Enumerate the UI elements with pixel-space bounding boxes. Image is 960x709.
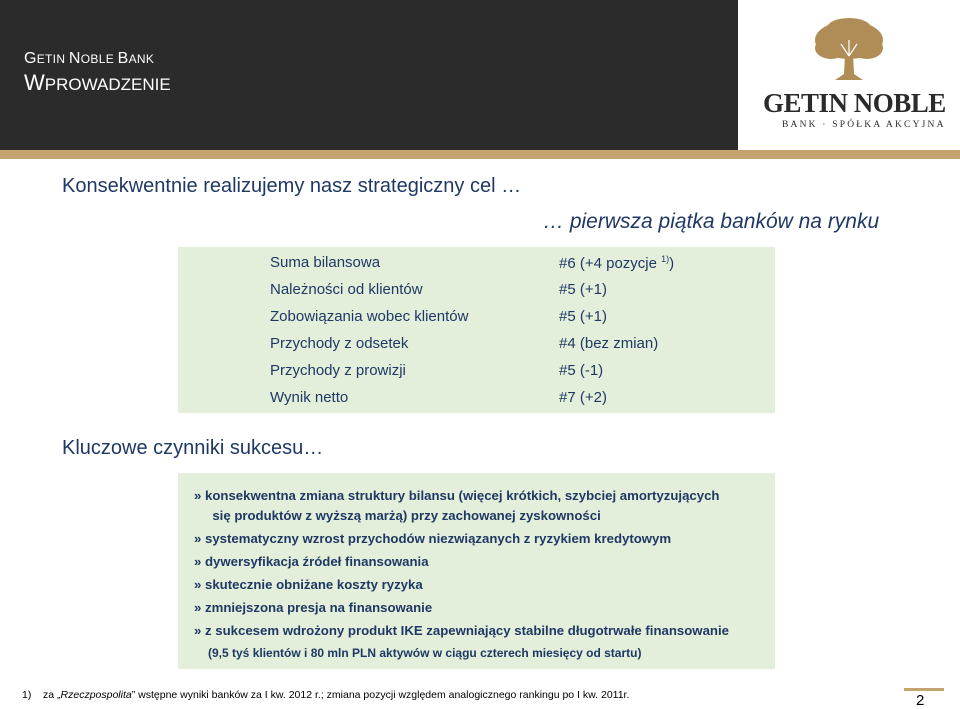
goal-subheading: … pierwsza piątka banków na rynku [543, 210, 880, 233]
footnote [22, 689, 629, 701]
header-divider [0, 150, 960, 159]
brand-name: GETIN NOBLE BANK [24, 50, 155, 67]
ranking-row [270, 308, 750, 328]
ranking-row [270, 389, 750, 409]
page-number-bar [904, 688, 944, 691]
footnote-source: Rzeczpospolita [60, 689, 132, 701]
footnote-text: ” wstępne wyniki banków za I kw. 2012 r.; zmiana pozycji względem analogicznego rankingu po I kw. 2011r. [131, 689, 630, 701]
success-factors-list [178, 473, 775, 669]
logo-tagline: BANK · SPÓŁKA AKCYJNA [782, 120, 946, 130]
ranking-value: #4 (bez zmian) [559, 335, 659, 352]
ranking-label: Przychody z prowizji [270, 362, 406, 379]
ranking-value: #5 (-1) [559, 362, 604, 379]
ranking-row [270, 281, 750, 301]
list-item: » dywersyfikacja źródeł finansowania [194, 554, 429, 569]
logo [738, 0, 960, 150]
ranking-row [270, 335, 750, 355]
list-item: » zmniejszona presja na finansowanie [194, 600, 433, 615]
success-factors-heading: Kluczowe czynniki sukcesu… [62, 437, 324, 459]
ranking-row [270, 254, 750, 274]
ranking-label: Wynik netto [270, 389, 349, 406]
page-number: 2 [916, 692, 925, 709]
ike-note: (9,5 tyś klientów i 80 mln PLN aktywów w ciągu czterech miesięcy od startu) [208, 646, 642, 660]
list-item: się produktów z wyższą marżą) przy zachowanej zyskowności [194, 508, 601, 523]
header-bar [0, 0, 738, 150]
ranking-value: #7 (+2) [559, 389, 607, 406]
list-item: » konsekwentna zmiana struktury bilansu (więcej krótkich, szybciej amortyzujących [194, 488, 720, 503]
ranking-label: Należności od klientów [270, 281, 423, 298]
ranking-label: Przychody z odsetek [270, 335, 409, 352]
ranking-table [178, 247, 775, 413]
list-item: » systematyczny wzrost przychodów niezwiązanych z ryzykiem kredytowym [194, 531, 672, 546]
footnote-ref: 1) [661, 254, 670, 264]
footnote-number: 1) [22, 689, 32, 701]
ranking-row [270, 362, 750, 382]
logo-wordmark: GETIN NOBLE [763, 88, 946, 118]
ranking-label: Suma bilansowa [270, 254, 381, 271]
ranking-value: #5 (+1) [559, 281, 607, 298]
list-item: » z sukcesem wdrożony produkt IKE zapewniający stabilne długotrwałe finansowanie [194, 623, 729, 638]
ranking-value: #6 (+4 pozycje $^{1)}$) [559, 254, 675, 272]
footnote-prefix: za „ [43, 689, 61, 701]
page-title: WPROWADZENIE [24, 70, 171, 95]
strategic-goal-heading: Konsekwentnie realizujemy nasz strategiczny cel … [62, 175, 522, 197]
ranking-label: Zobowiązania wobec klientów [270, 308, 469, 325]
tree-icon [811, 18, 887, 82]
ranking-value: #5 (+1) [559, 308, 607, 325]
list-item: » skutecznie obniżane koszty ryzyka [194, 577, 423, 592]
